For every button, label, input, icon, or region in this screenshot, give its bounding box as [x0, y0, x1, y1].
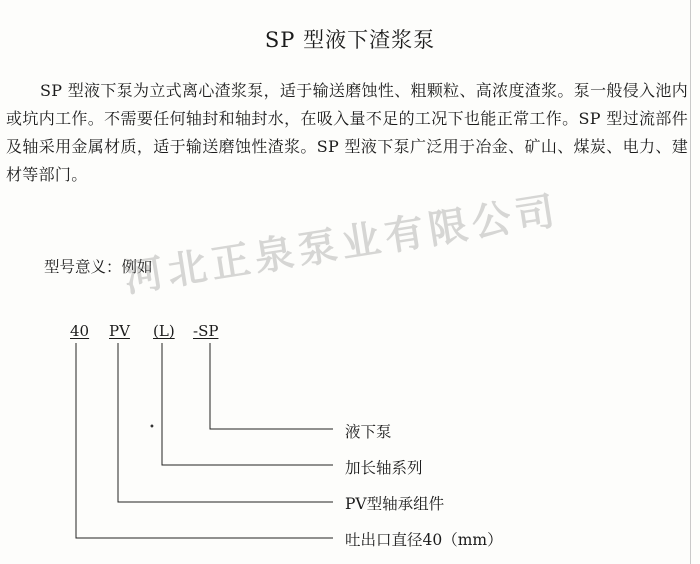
- meaning-extended-shaft: 加长轴系列: [345, 459, 423, 477]
- code-part-diameter: 40: [70, 322, 90, 340]
- code-part-series: -SP: [193, 322, 219, 340]
- meaning-outlet-diameter: 吐出口直径40（mm）: [345, 531, 503, 549]
- code-part-bearing: PV: [109, 322, 130, 340]
- stray-mark: •: [149, 422, 155, 433]
- code-part-shaft: (L): [153, 322, 175, 340]
- meaning-bearing-assembly: PV型轴承组件: [345, 495, 445, 513]
- company-watermark: 河北正泉泵业有限公司: [120, 187, 563, 302]
- leader-line-shaft: [162, 343, 333, 465]
- page-title: SP 型液下渣浆泵: [264, 28, 436, 53]
- example-label: 型号意义：例如: [44, 258, 153, 276]
- description-paragraph: SP 型液下泵为立式离心渣浆泵，适于输送磨蚀性、粗颗粒、高浓度渣浆。泵一般侵入池内或坑内工作。不需要任何轴封和轴封水，在吸入量不足的工况下也能正常工作。SP 型过流部件及轴采用金属材质，适于输送磨蚀性渣浆。SP 型液下泵广泛用于冶金、矿山、煤炭、电力、建材等部门。: [6, 81, 688, 184]
- meaning-submerged-pump: 液下泵: [345, 423, 392, 441]
- leader-line-series: [210, 343, 333, 429]
- leader-line-diameter: [76, 343, 333, 538]
